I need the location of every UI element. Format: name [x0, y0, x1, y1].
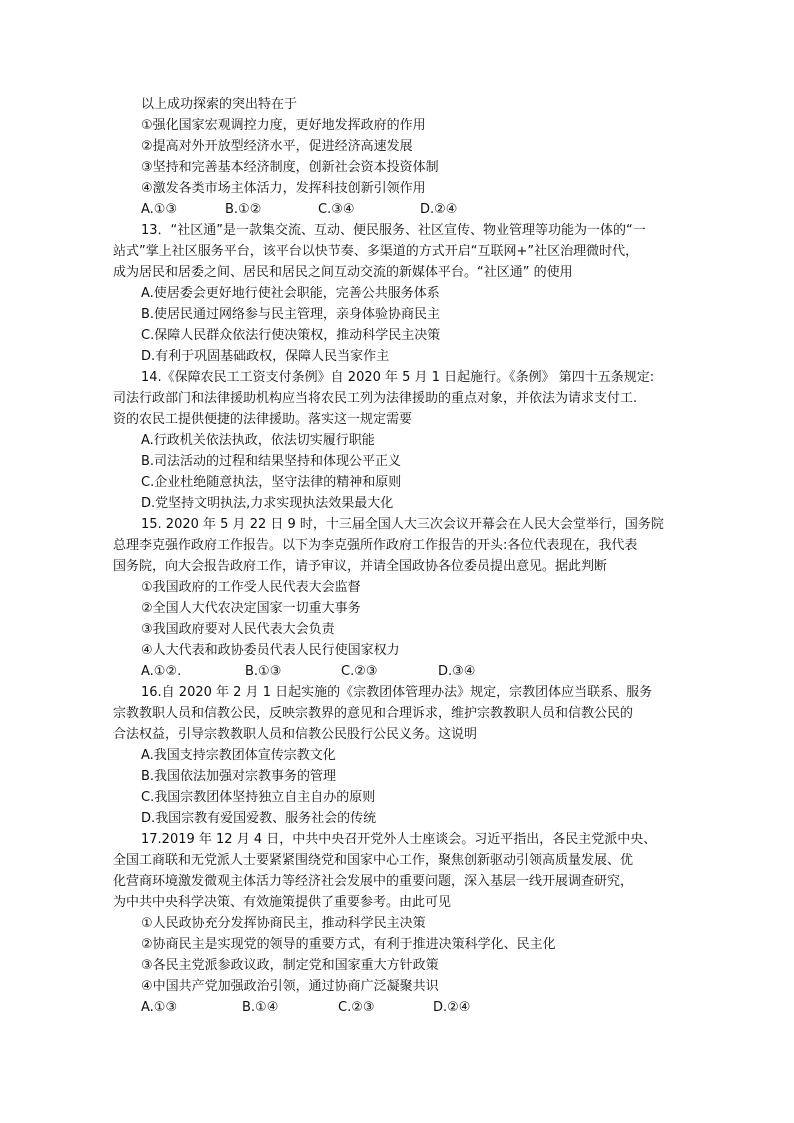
answer-option-b: B.①② — [225, 202, 262, 217]
answer-option-b: B.①④ — [242, 1000, 279, 1015]
choice-statement: ①强化国家宏观调控力度，更好地发挥政府的作用 — [141, 118, 426, 133]
answer-option-d: D.③④ — [438, 664, 476, 679]
choice-statement: ③我国政府要对人民代表大会负责 — [141, 622, 335, 637]
choice-statement: ①我国政府的工作受人民代表大会监督 — [141, 580, 361, 595]
answer-option-d: D.党坚持文明执法,力求实现执法效果最大化 — [141, 496, 394, 511]
answer-option-d: D.有利于巩固基础政权，保障人民当家作主 — [141, 349, 390, 364]
choice-statement: ④人大代表和政协委员代表人民行使国家权力 — [141, 643, 400, 658]
question-16-stem: 16.自 2020 年 2 月 1 日起实施的《宗教团体管理办法》规定，宗教团体应当联系、服务 — [141, 685, 653, 700]
choice-statement: ②全国人大代农决定国家一切重大事务 — [141, 601, 361, 616]
choice-statement: ④中国共产党加强政治引领，通过协商广泛凝聚共识 — [141, 979, 439, 994]
question-17-stem: 17.2019 年 12 月 4 日，中共中央召开党外人士座谈会。习近平指出，各民主党派中央、 — [141, 832, 657, 847]
question-stem-line: 合法权益，引导宗教教职人员和信教公民股行公民义务。这说明 — [113, 727, 478, 742]
question-stem-line: 站式”掌上社区服务平台，该平台以快节奏、多渠道的方式开启“互联网+”社区治理微时代， — [113, 244, 639, 259]
answer-option-c: C.企业杜绝随意执法，坚守法律的精神和原则 — [141, 475, 402, 490]
question-stem-line: 国务院，向大会报告政府工作，请予审议，并请全国政协各位委员提出意见。据此判断 — [113, 559, 608, 574]
choice-statement: ④激发各类市场主体活力，发挥科技创新引领作用 — [141, 181, 426, 196]
answer-option-a: A.①③ — [141, 1000, 178, 1015]
answer-options-row — [141, 662, 561, 682]
answer-option-c: C.我国宗教团体坚持独立自主自办的原则 — [141, 790, 376, 805]
question-stem-line: 全国工商联和无党派人士要紧紧围绕党和国家中心工作，聚焦创新驱动引领高质量发展、优 — [113, 853, 634, 868]
answer-option-c: C.②③ — [341, 664, 378, 679]
answer-option-d: D.我国宗教有爱国爱教、服务社会的传统 — [141, 811, 377, 826]
question-stem-line: 为中共中央科学决策、有效施策提供了重要参考。由此可见 — [113, 895, 452, 910]
question-14-stem: 14.《保障农民工工资支付条例》自 2020 年 5 月 1 日起施行。《条例》 第四十五条规定: — [141, 370, 655, 385]
choice-statement: ②提高对外开放型经济水平，促进经济高速发展 — [141, 139, 413, 154]
question-stem-line: 资的农民工提供便捷的法律援助。落实这一规定需要 — [113, 412, 413, 427]
question-stem-line: 以上成功探索的突出特在于 — [141, 97, 298, 112]
answer-options-row — [141, 200, 561, 220]
answer-option-c: C.保障人民群众依法行使决策权，推动科学民主决策 — [141, 328, 441, 343]
question-stem-line: 成为居民和居委之间、居民和居民之间互动交流的新媒体平台。“社区通” 的使用 — [113, 265, 573, 280]
question-13-stem: 13．“社区通”是一款集交流、互动、便民服务、社区宣传、物业管理等功能为一体的“一 — [141, 223, 646, 238]
answer-option-a: A.①③ — [141, 202, 178, 217]
choice-statement: ①人民政协充分发挥协商民主，推动科学民主决策 — [141, 916, 426, 931]
choice-statement: ③坚持和完善基本经济制度，创新社会资本投资体制 — [141, 160, 439, 175]
answer-option-d: D.②④ — [433, 1000, 471, 1015]
answer-options-row — [141, 998, 561, 1018]
answer-option-b: B.司法活动的过程和结果坚持和体现公平正义 — [141, 454, 402, 469]
question-stem-line: 宗教教职人员和信教公民，反映宗教界的意见和合理诉求，维护宗教教职人员和信教公民的 — [113, 706, 634, 721]
answer-option-c: C.③④ — [318, 202, 355, 217]
answer-option-a: A.①②. — [141, 664, 182, 679]
answer-option-b: B.使居民通过网络参与民主管理，亲身体验协商民主 — [141, 307, 441, 322]
answer-option-d: D.②④ — [420, 202, 458, 217]
answer-option-b: B.我国依法加强对宗教事务的管理 — [141, 769, 337, 784]
question-stem-line: 司法行政部门和法律援助机构应当将农民工列为法律援助的重点对象，并依法为请求支付工. — [113, 391, 638, 406]
answer-option-c: C.②③ — [338, 1000, 375, 1015]
answer-option-a: A.行政机关依法执政，依法切实履行职能 — [141, 433, 375, 448]
question-stem-line: 总理李克强作政府工作报告。以下为李克强所作政府工作报告的开头:各位代表现在，我代表 — [113, 538, 638, 553]
choice-statement: ②协商民主是实现党的领导的重要方式，有利于推进决策科学化、民主化 — [141, 937, 556, 952]
choice-statement: ③各民主党派参政议政，制定党和国家重大方针政策 — [141, 958, 439, 973]
answer-option-a: A.使居委会更好地行使社会职能，完善公共服务体系 — [141, 286, 440, 301]
question-15-stem: 15. 2020 年 5 月 22 日 9 时，十三届全国人大三次会议开幕会在人民大会堂举行，国务院 — [141, 517, 664, 532]
question-stem-line: 化营商环境激发微观主体活力等经济社会发展中的重要问题，深入基层一线开展调查研究， — [113, 874, 634, 889]
answer-option-a: A.我国支持宗教团体宣传宗教文化 — [141, 748, 336, 763]
answer-option-b: B.①③ — [245, 664, 282, 679]
